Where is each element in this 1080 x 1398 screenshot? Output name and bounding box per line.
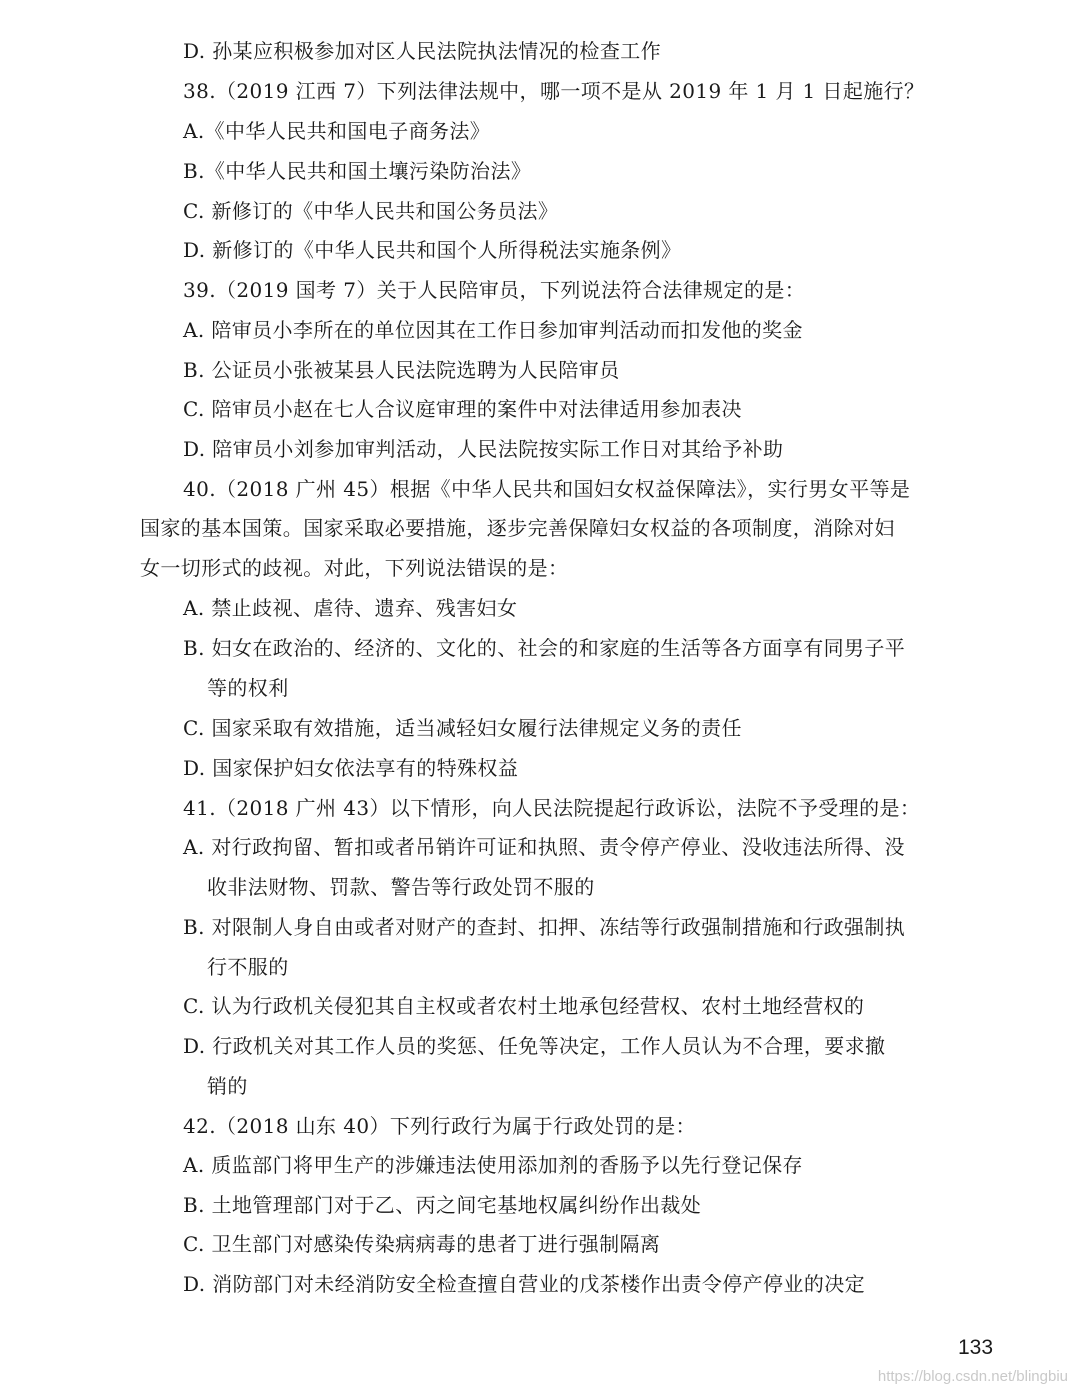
option-line: A.《中华人民共和国电子商务法》 xyxy=(183,119,491,143)
watermark: https://blog.csdn.net/blingbiu xyxy=(877,1368,1068,1385)
option-line: D. 新修订的《中华人民共和国个人所得税法实施条例》 xyxy=(183,238,682,262)
question-39: 39.（2019 国考 7）关于人民陪审员，下列说法符合法律规定的是： xyxy=(183,278,806,302)
question-40-continued: 女一切形式的歧视。对此，下列说法错误的是： xyxy=(140,556,569,580)
option-line: D. 国家保护妇女依法享有的特殊权益 xyxy=(183,756,519,780)
option-line: C. 卫生部门对感染传染病病毒的患者丁进行强制隔离 xyxy=(183,1232,661,1256)
option-line: D. 行政机关对其工作人员的奖惩、任免等决定，工作人员认为不合理，要求撤 xyxy=(183,1034,886,1058)
option-line: A. 陪审员小李所在的单位因其在工作日参加审判活动而扣发他的奖金 xyxy=(183,318,803,342)
option-line: B. 土地管理部门对于乙、丙之间宅基地权属纠纷作出裁处 xyxy=(183,1193,702,1217)
option-line: C. 新修订的《中华人民共和国公务员法》 xyxy=(183,199,559,223)
page-number: 133 xyxy=(958,1336,994,1359)
question-40: 40.（2018 广州 45）根据《中华人民共和国妇女权益保障法》，实行男女平等是 xyxy=(183,477,911,501)
option-line-continued: 行不服的 xyxy=(207,955,289,979)
option-line: B. 对限制人身自由或者对财产的查封、扣押、冻结等行政强制措施和行政强制执 xyxy=(183,915,906,939)
option-line: A. 对行政拘留、暂扣或者吊销许可证和执照、责令停产停业、没收违法所得、没 xyxy=(183,835,905,859)
question-41: 41.（2018 广州 43）以下情形，向人民法院提起行政诉讼，法院不予受理的是： xyxy=(183,796,921,820)
option-line: B.《中华人民共和国土壤污染防治法》 xyxy=(183,159,532,183)
text-line: D. 孙某应积极参加对区人民法院执法情况的检查工作 xyxy=(183,39,662,63)
option-line: A. 质监部门将甲生产的涉嫌违法使用添加剂的香肠予以先行登记保存 xyxy=(183,1153,803,1177)
question-38: 38.（2019 江西 7）下列法律法规中，哪一项不是从 2019 年 1 月 1 日起施行？ xyxy=(183,79,925,103)
option-line: C. 国家采取有效措施，适当减轻妇女履行法律规定义务的责任 xyxy=(183,716,742,740)
option-line: D. 陪审员小刘参加审判活动，人民法院按实际工作日对其给予补助 xyxy=(183,437,784,461)
option-line: C. 陪审员小赵在七人合议庭审理的案件中对法律适用参加表决 xyxy=(183,397,742,421)
option-line: B. 公证员小张被某县人民法院选聘为人民陪审员 xyxy=(183,358,620,382)
option-line-continued: 等的权利 xyxy=(207,676,289,700)
option-line: B. 妇女在政治的、经济的、文化的、社会的和家庭的生活等各方面享有同男子平 xyxy=(183,636,906,660)
question-42: 42.（2018 山东 40）下列行政行为属于行政处罚的是： xyxy=(183,1114,696,1138)
option-line-continued: 销的 xyxy=(207,1074,248,1098)
option-line-continued: 收非法财物、罚款、警告等行政处罚不服的 xyxy=(207,875,595,899)
option-line: D. 消防部门对未经消防安全检查擅自营业的戊茶楼作出责令停产停业的决定 xyxy=(183,1272,866,1296)
option-line: A. 禁止歧视、虐待、遗弃、残害妇女 xyxy=(183,596,518,620)
question-40-continued: 国家的基本国策。国家采取必要措施，逐步完善保障妇女权益的各项制度，消除对妇 xyxy=(140,516,895,540)
option-line: C. 认为行政机关侵犯其自主权或者农村土地承包经营权、农村土地经营权的 xyxy=(183,994,865,1018)
